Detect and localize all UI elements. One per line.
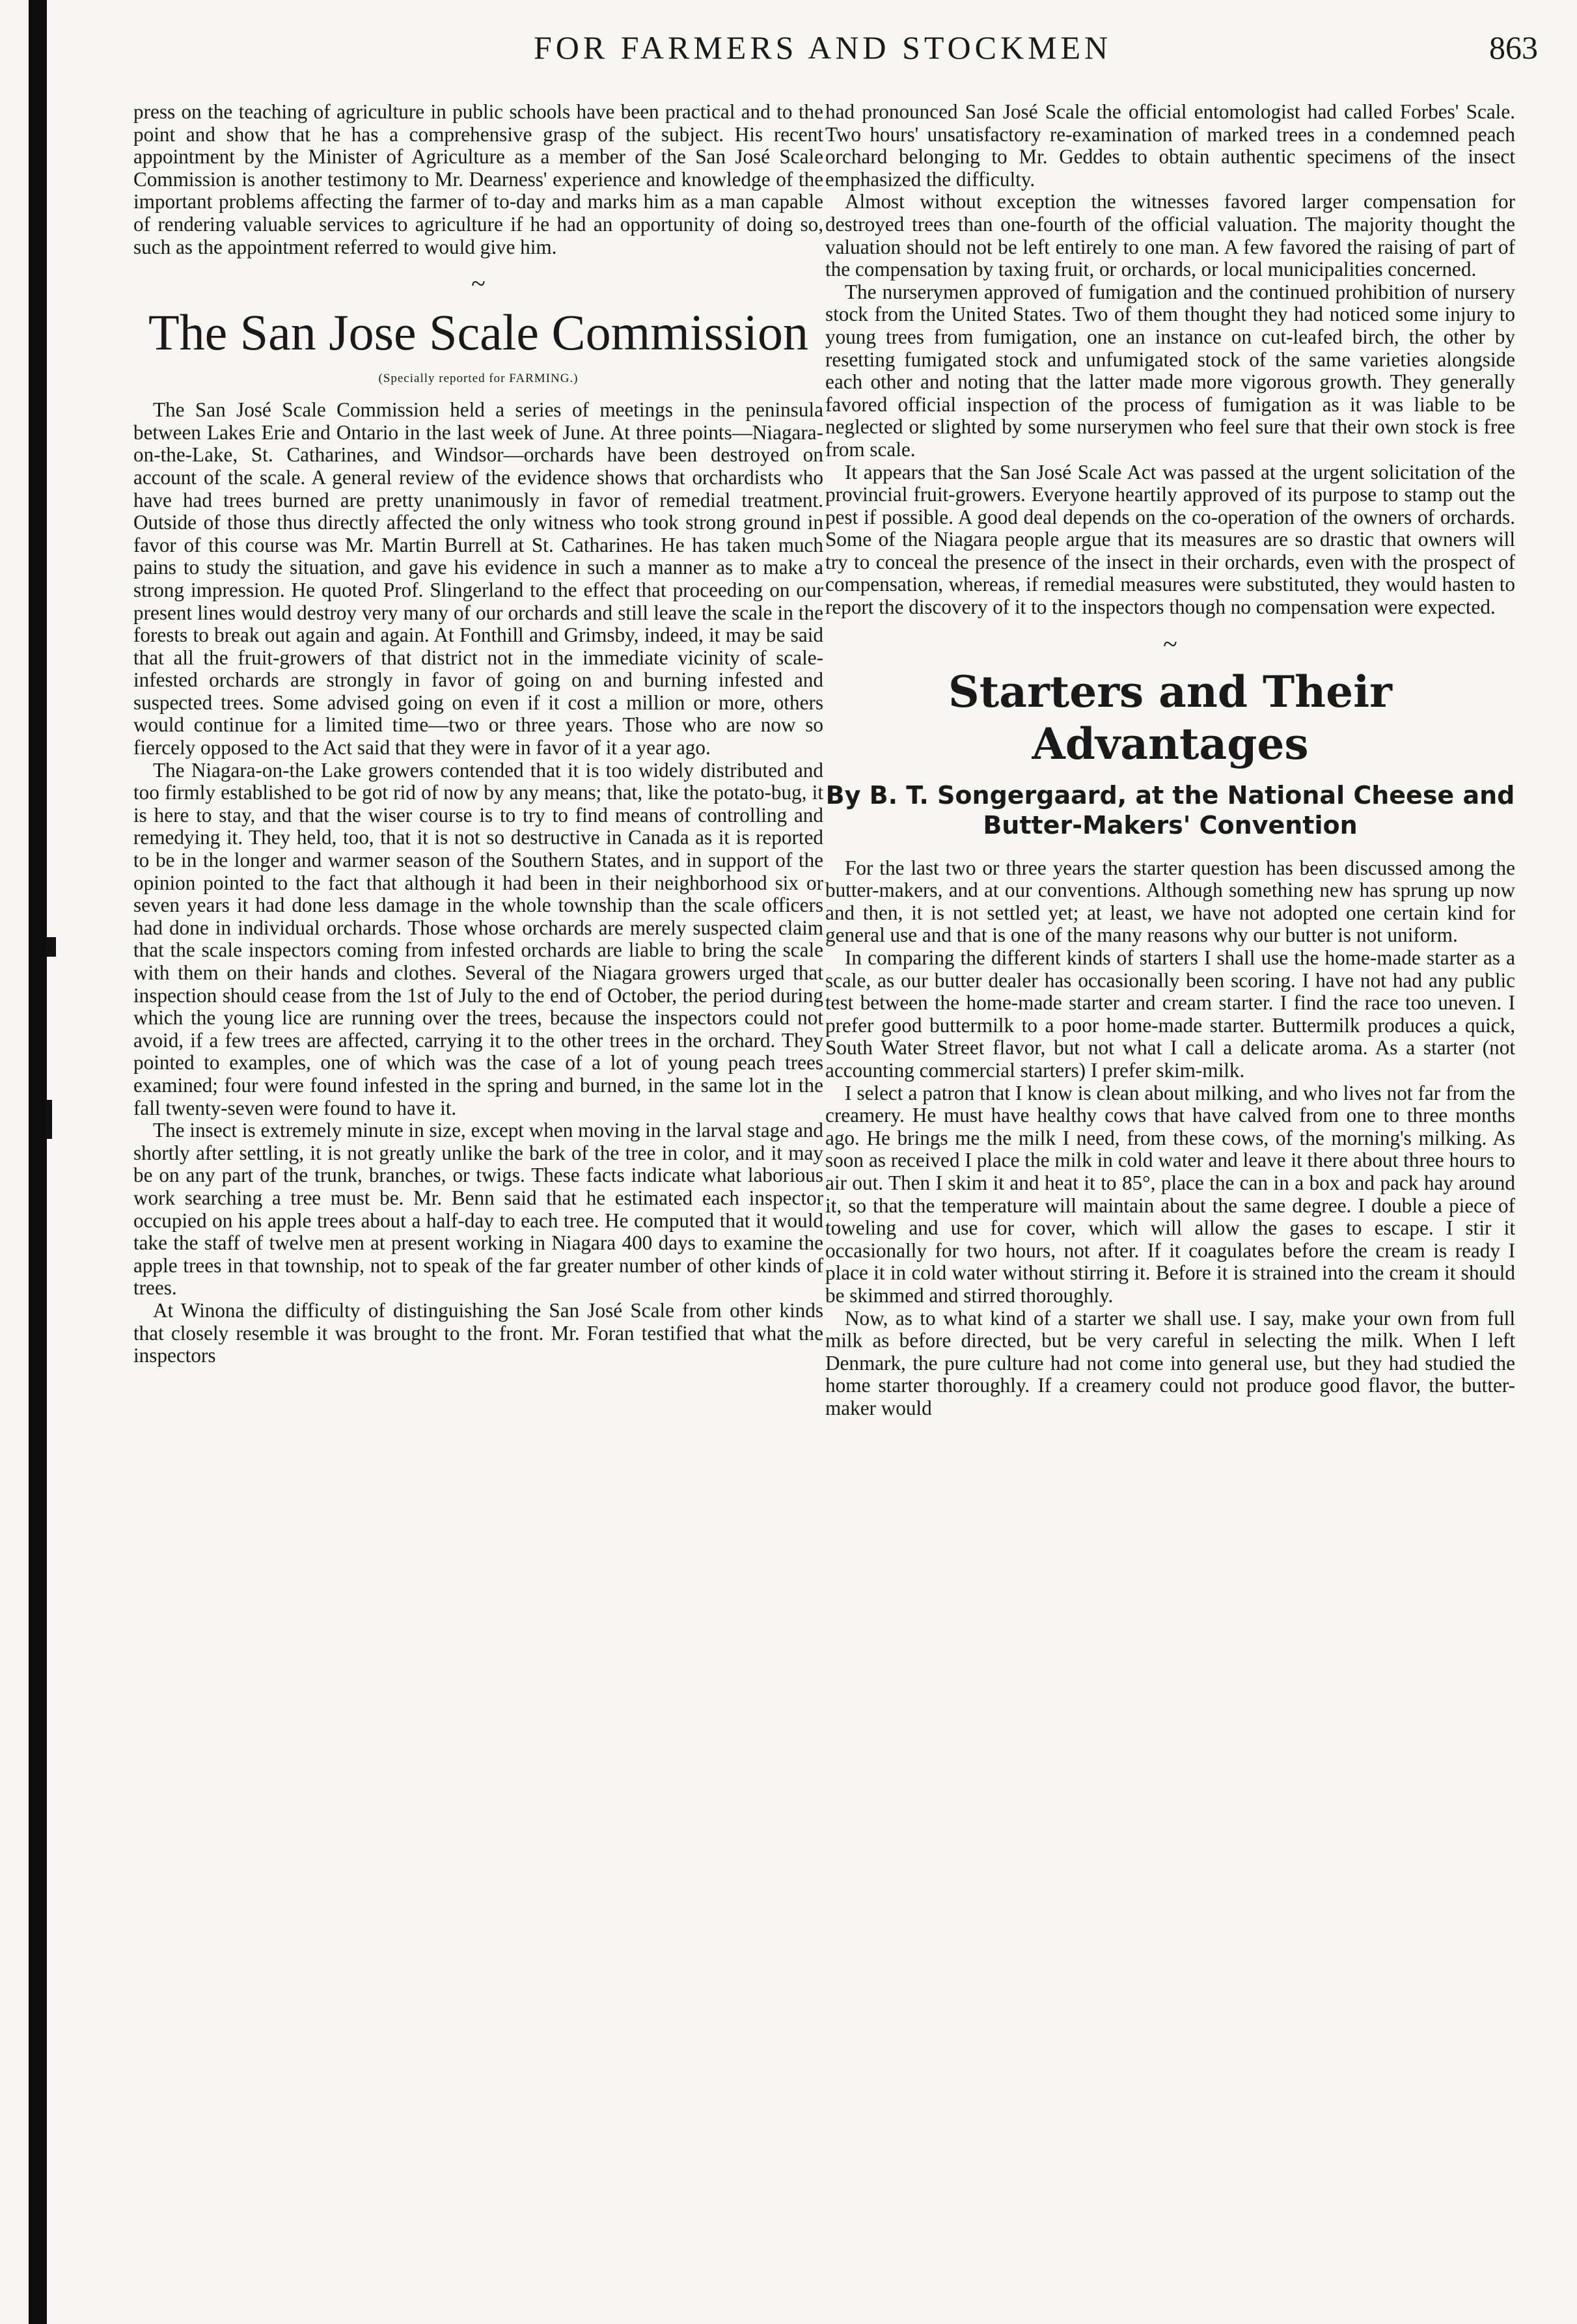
page-header (117, 29, 1538, 68)
article-paragraph: I select a patron that I know is clean about milking, and who lives not far from the creamery. He must have healthy cows that have calved from one to three months ago. He brings me the milk I need, from these cows, of the morning's milking. As soon as received I place the milk in cold water and leave it there about three hours to air out. Then I skim it and heat it to 85°, place the can in a box and pack hay around it, so that the temperature will maintain about the same degree. I double a piece of toweling and use for cover, which will allow the gases to escape. I stir it occasionally for two hours, not after. If it coagulates before the cream is ready I place it in cold water without stirring it. Before it is strained into the cream it should be skimmed and stirred thoroughly. (825, 1081, 1515, 1307)
article-paragraph: In comparing the different kinds of starters I shall use the home-made starter as a scale, as our butter dealer has occasionally been scoring. I have not had any public test between the home-made starter and cream starter. I find the race too uneven. I prefer good buttermilk to a poor home-made starter. Buttermilk produces a quick, South Water Street flavor, but not what I call a delicate aroma. As a starter (not accounting commercial starters) I prefer skim-milk. (825, 946, 1515, 1082)
page-number: 863 (1489, 29, 1538, 66)
article-paragraph: Almost without exception the witnesses favored larger compensation for destroyed trees than one-fourth of the official valuation. The majority thought the valuation should not be left entirely to one man. A few favored the raising of part of the compensation by taxing fruit, or orchards, or local municipalities concerned. (825, 190, 1515, 281)
article-byline: By B. T. Songergaard, at the National Cheese and Butter-Makers' Convention (825, 780, 1515, 840)
intro-paragraph: press on the teaching of agriculture in public schools have been practical and to the point and show that he has a comprehensive grasp of the subject. His recent appointment by the Minister of Agriculture as a member of the San José Scale Commission is another testimony to Mr. Dearness' experience and knowledge of the important problems affecting the farmer of to-day and marks him as a man capable of rendering valuable services to agriculture if he had an opportunity of doing so, such as the appointment referred to would give him. (133, 100, 823, 258)
article-paragraph: At Winona the difficulty of distinguishing the San José Scale from other kinds that closely resemble it was brought to the front. Mr. Foran testified that what the inspectors (133, 1298, 823, 1367)
left-column (133, 101, 823, 1367)
article-paragraph: Now, as to what kind of a starter we shall use. I say, make your own from full milk as before directed, but be very careful in selecting the milk. When I left Denmark, the pure culture had not come into general use, but they had studied the home starter thoroughly. If a creamery could not produce good flavor, the butter-maker would (825, 1306, 1515, 1419)
article-headline: Starters and Their Advantages (948, 666, 1392, 769)
article-paragraph: For the last two or three years the starter question has been discussed among the butter-makers, and at our conventions. Although something new has sprung up now and then, it is not settled yet; at least, we have not adopted one certain kind for general use and that is one of the many reasons why our butter is not uniform. (825, 856, 1515, 947)
running-head: FOR FARMERS AND STOCKMEN (534, 29, 1112, 66)
binding-shadow (29, 0, 47, 2324)
article-paragraph: The nurserymen approved of fumigation and the continued prohibition of nursery stock from the United States. Two of them thought they had noticed some injury to young trees from fumigation, one an instance on cut-leafed birch, the other by resetting fumigated stock and unfumigated stock of the same varieties alongside each other and noting that the latter made more vigorous growth. They generally favored official inspection of the process of fumigation as it was liable to be neglected or slighted by some nurserymen who feel sure that their own stock is free from scale. (825, 280, 1515, 461)
ornament-icon: ~ (1163, 629, 1177, 659)
article-paragraph: The insect is extremely minute in size, except when moving in the larval stage and shortly after settling, it is not greatly unlike the bark of the tree in color, and it may be on any part of the trunk, branches, or twigs. These facts indicate what laborious work searching a tree must be. Mr. Benn said that he estimated each inspector occupied on his apple trees about a half-day to each tree. He computed that it would take the staff of twelve men at present working in Niagara 400 days to examine the apple trees in that township, not to speak of the far greater number of other kinds of trees. (133, 1119, 823, 1300)
margin-mark (46, 1100, 52, 1139)
continuation-paragraph: had pronounced San José Scale the official entomologist had called Forbes' Scale. Two hours' unsatisfactory re-examination of marked trees in a condemned peach orchard belonging to Mr. Geddes to obtain authentic specimens of the insect emphasized the difficulty. (825, 100, 1515, 191)
article-paragraph: It appears that the San José Scale Act was passed at the urgent solicitation of the provincial fruit-growers. Everyone heartily approved of its purpose to stamp out the pest if possible. A good deal depends on the co-operation of the owners of orchards. Some of the Niagara people argue that its measures are so drastic that owners will try to conceal the presence of the insect in their orchards, even with the prospect of compensation, whereas, if remedial measures were substituted, they would hasten to report the discovery of it to the inspectors though no compensation were expected. (825, 460, 1515, 619)
article-paragraph: The San José Scale Commission held a series of meetings in the peninsula between Lakes Erie and Ontario in the last week of June. At three points—Niagara-on-the-Lake, St. Catharines, and Windsor—orchards have been destroyed on account of the scale. A general review of the evidence shows that orchardists who have had trees burned are pretty unanimously in favor of remedial treatment. Outside of those thus directly affected the only witness who took strong ground in favor of this course was Mr. Martin Burrell at St. Catharines. He has taken much pains to study the situation, and gave his evidence in such a manner as to make a strong impression. He quoted Prof. Slingerland to the effect that proceeding on our present lines would destroy very many of our orchards and still leave the scale in the forests to break out again and again. At Fonthill and Grimsby, indeed, it may be said that all the fruit-growers of that district not in the immediate vicinity of scale-infested orchards are strongly in favor of going on and burning infested and suspected trees. Some advised going on even if it cost a million or more, others would continue for a limited time—two or three years. Those who are now so fiercely opposed to the Act said that they were in favor of it a year ago. (133, 398, 823, 759)
article-paragraph: The Niagara-on-the Lake growers contended that it is too widely distributed and too firmly established to be got rid of now by any means; that, like the potato-bug, it is here to stay, and that the wiser course is to try to find means of controlling and remedying it. They held, too, that it is not so destructive in Canada as it is reported to be in the longer and warmer season of the Southern States, and in support of the opinion pointed to the fact that although it had been in their neighborhood six or seven years it had done less damage in the whole township than the scale officers had done in individual orchards. Those whose orchards are merely suspected claim that the scale inspectors coming from infested orchards are liable to bring the scale with them on their hands and clothes. Several of the Niagara growers urged that inspection should cease from the 1st of July to the end of October, the period during which the young lice are running over the trees, because the inspectors could not avoid, if a few trees are affected, carrying it to the other trees in the orchard. They pointed to examples, one of which was the case of a lot of young peach trees examined; four were found infested in the spring and burned, in the same lot in the fall twenty-seven were found to have it. (133, 758, 823, 1119)
ornament-icon: ~ (471, 269, 486, 299)
right-column (825, 101, 1515, 1420)
article-headline: The San Jose Scale Commission (148, 304, 808, 361)
article-credit: (Specially reported for FARMING.) (378, 372, 579, 386)
margin-mark (46, 937, 56, 957)
